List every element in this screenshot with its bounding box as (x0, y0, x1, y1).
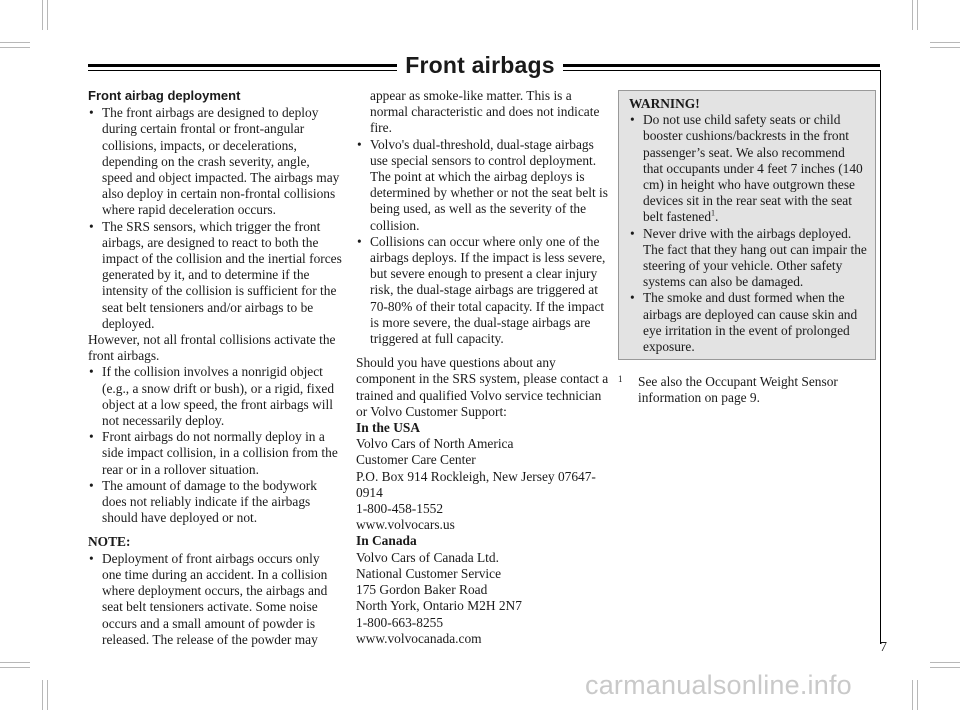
right-column (618, 86, 874, 407)
warning-list (629, 112, 867, 355)
section-heading: Front airbag deployment (88, 88, 241, 103)
list-item (629, 112, 867, 225)
contact-intro: Should you have questions about any component in the SRS system, please contact a trained and qualified Volvo service technician or Volvo Customer Support: (356, 355, 609, 419)
crop-mark (912, 0, 913, 30)
crop-mark (42, 680, 43, 710)
left-column (88, 88, 342, 648)
crop-mark (917, 0, 918, 30)
list-item: • If the collision involves a nonrigid object (e.g., a snow drift or bush), or a rigid, fixed object at a low speed, the front airbags will not necessarily deploy. (88, 364, 342, 429)
note-heading: NOTE: (88, 534, 131, 550)
usa-heading: In the USA (356, 420, 420, 436)
page-title: Front airbags (0, 52, 960, 79)
address-line: North York, Ontario M2H 2N7 (356, 598, 522, 614)
bullet-list (88, 105, 342, 332)
list-item: • Front airbags do not normally deploy in a side impact collision, in a collision from the rear or in a rollover situation. (88, 429, 342, 478)
paragraph: However, not all frontal collisions activate the front airbags. (88, 332, 336, 364)
crop-mark (930, 42, 960, 43)
warning-text: Do not use child safety seats or child booster cushions/backrests in the front passenger’s seat. We also recommend that occupants under 4 feet 7 inches (140 cm) in height who have outgrown these devices sit in the rear seat with the seat belt fastened (643, 112, 863, 225)
website-link[interactable]: www.volvocanada.com (356, 630, 482, 646)
crop-mark (930, 662, 960, 663)
crop-mark (47, 680, 48, 710)
address-line: National Customer Service (356, 565, 502, 581)
page-number: 7 (880, 640, 887, 655)
bullet-list (88, 364, 342, 526)
warning-title: WARNING! (629, 96, 700, 111)
footnote (618, 374, 874, 406)
address-line: P.O. Box 914 Rockleigh, New Jersey 07647-0914 (356, 468, 596, 500)
crop-mark (917, 680, 918, 710)
list-item: • Volvo's dual-threshold, dual-stage airbags use special sensors to control deployment. The point at which the airbag deploys is determined by whether or not the seat belt is being used, as well as the severity of the collision. (356, 137, 610, 234)
list-item: • Deployment of front airbags occurs only one time during an accident. In a collision where deployment occurs, the airbags and seat belt tensioners activate. Some noise occurs and a small amount of powder is released. The release of the powder may (88, 551, 342, 648)
bullet-list (356, 137, 610, 348)
crop-mark (0, 662, 30, 663)
watermark: carmanualsonline.info (585, 670, 852, 700)
list-item: • The smoke and dust formed when the airbags are deployed can cause skin and eye irritation in the event of prolonged exposure. (629, 290, 867, 355)
continued-text: appear as smoke-like matter. This is a normal characteristic and does not indicate fire. (370, 88, 600, 136)
crop-mark (47, 0, 48, 30)
list-item: • The amount of damage to the bodywork does not reliably indicate if the airbags should have deployed or not. (88, 478, 342, 527)
website-link[interactable]: www.volvocars.us (356, 517, 455, 533)
warning-text-end: . (715, 209, 719, 225)
phone-number: 1-800-663-8255 (356, 614, 444, 630)
crop-mark (930, 47, 960, 48)
crop-mark (930, 667, 960, 668)
address-line: 175 Gordon Baker Road (356, 582, 488, 598)
list-item: • Collisions can occur where only one of the airbags deploys. If the impact is less severe, but severe enough to present a clear injury risk, the dual-stage airbags are triggered at 70-80% of their total capacity. If the impact is more severe, the dual-stage airbags are triggered at full capacity. (356, 234, 610, 347)
list-item: • The SRS sensors, which trigger the front airbags, are designed to react to both the impact of the collision and the inertial forces generated by it, and to determine if the intensity of the collision is sufficient for the seat belt tensioners and/or airbags to be deployed. (88, 219, 342, 332)
crop-mark (0, 47, 30, 48)
right-border-line (880, 70, 881, 644)
phone-number: 1-800-458-1552 (356, 501, 444, 517)
warning-box (618, 90, 876, 360)
list-item: • Never drive with the airbags deployed. The fact that they hang out can impair the steering of your vehicle. Other safety systems can also be damaged. (629, 226, 867, 291)
middle-column (356, 88, 610, 647)
crop-mark (0, 667, 30, 668)
list-item: • The front airbags are designed to deploy during certain frontal or front-angular collisions, impacts, or decelerations, depending on the crash severity, angle, speed and object impacted. The airbags may also deploy in certain non-frontal collisions where rapid deceleration occurs. (88, 105, 342, 218)
address-line: Customer Care Center (356, 452, 476, 468)
canada-heading: In Canada (356, 533, 417, 549)
note-list (88, 551, 342, 648)
address-line: Volvo Cars of North America (356, 436, 514, 452)
crop-mark (42, 0, 43, 30)
footnote-ref: 1 (711, 208, 716, 218)
crop-mark (0, 42, 30, 43)
footnote-marker: 1 (618, 374, 623, 385)
footnote-text: See also the Occupant Weight Sensor information on page 9. (638, 374, 838, 406)
address-line: Volvo Cars of Canada Ltd. (356, 549, 499, 565)
crop-mark (912, 680, 913, 710)
